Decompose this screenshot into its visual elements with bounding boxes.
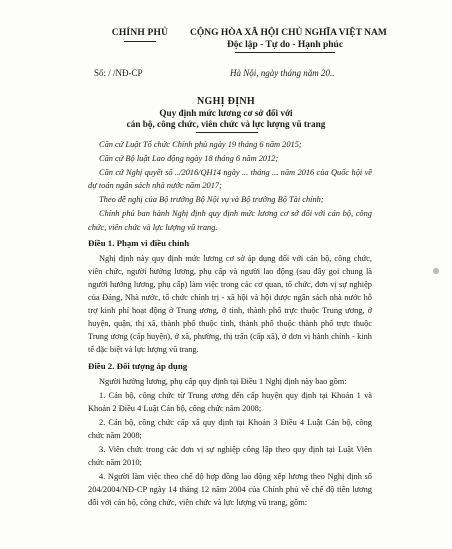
article-2-intro: Người hưởng lương, phụ cấp quy định tại Điều 1 Nghị định này bao gồm:	[99, 376, 347, 386]
place-date: Hà Nội, ngày tháng năm 20..	[230, 68, 335, 78]
document-subtitle-line-2: cán bộ, công chức, viên chức và lực lượng vũ trang	[126, 119, 326, 129]
legal-basis: Căn cứ Nghị quyết số ../2016/QH14 ngày ... tháng ... năm 2016 của Quốc hội về dự toán ngân sách nhà nước năm 2017;	[88, 168, 372, 191]
legal-basis: Căn cứ Luật Tổ chức Chính phủ ngày 19 tháng 6 năm 2015;	[99, 140, 302, 149]
legal-basis: Chính phủ ban hành Nghị định quy định mức lương cơ sở đối với cán bộ, công chức, viên chức và lực lượng vũ trang.	[88, 209, 372, 232]
article-1-heading: Điều 1. Phạm vi điều chỉnh	[88, 237, 190, 248]
document-body	[88, 138, 372, 511]
document-subtitle-line-1: Quy định mức lương cơ sở đối với	[159, 108, 293, 118]
document-number: Số: / /NĐ-CP	[94, 68, 143, 78]
title-underline	[196, 132, 258, 133]
article-2-item: 4. Người làm việc theo chế độ hợp đồng lao động xếp lương theo Nghị định số 204/2004/NĐ-CP ngày 14 tháng 12 năm 2004 của Chính phủ về chế độ tiền lương đối với cán bộ, công chức, viên chức và lực lượng vũ trang, gồm:	[88, 472, 372, 508]
punch-hole-mark	[433, 268, 439, 274]
article-2-heading: Điều 2. Đối tượng áp dụng	[88, 360, 188, 371]
article-2-item: 3. Viên chức trong các đơn vị sự nghiệp công lập theo quy định tại Luật Viên chức năm 2010;	[88, 445, 372, 468]
article-2-item: 2. Cán bộ, công chức cấp xã quy định tại Khoản 3 Điều 4 Luật Cán bộ, công chức năm 2008;	[88, 417, 372, 440]
nation-name: CỘNG HÒA XÃ HỘI CHỦ NGHĨA VIỆT NAM	[190, 28, 387, 38]
motto-underline	[235, 52, 335, 53]
legal-basis: Căn cứ Bộ luật Lao động ngày 18 tháng 6 năm 2012;	[99, 154, 279, 164]
issuing-agency: CHÍNH PHỦ	[111, 28, 169, 38]
document-type: NGHỊ ĐỊNH	[197, 96, 255, 107]
article-2-item: 1. Cán bộ, công chức từ Trung ương đến cấp huyện quy định tại Khoản 1 và Khoản 2 Điều 4 Luật Cán bộ, công chức năm 2008;	[88, 390, 372, 413]
national-motto: Độc lập - Tự do - Hạnh phúc	[226, 40, 344, 50]
article-1-text: Nghị định này quy định mức lương cơ sở áp dụng đối với cán bộ, công chức, viên chức, người hưởng lương, phụ cấp và người lao động (sau đây gọi chung là người hưởng lương, phụ cấp) làm việc trong các cơ quan, tổ chức, đơn vị sự nghiệp của Đảng, Nhà nước, tổ chức chính trị - xã hội và hội được ngân sách nhà nước hỗ trợ kinh phí hoạt động ở Trung ương, ở tỉnh, thành phố trực thuộc Trung ương, ở huyện, quận, thị xã, thành phố thuộc tỉnh, thành phố thuộc thành phố trực thuộc Trung ương (cấp huyện), ở xã, phường, thị trấn (cấp xã), ở đơn vị hành chính - kinh tế đặc biệt và lực lượng vũ trang.	[88, 253, 372, 355]
national-motto-block	[190, 28, 387, 53]
legal-basis: Theo đề nghị của Bộ trưởng Bộ Nội vụ và Bộ trưởng Bộ Tài chính;	[99, 195, 324, 205]
issuing-agency-block	[96, 28, 184, 42]
agency-underline	[124, 41, 156, 42]
